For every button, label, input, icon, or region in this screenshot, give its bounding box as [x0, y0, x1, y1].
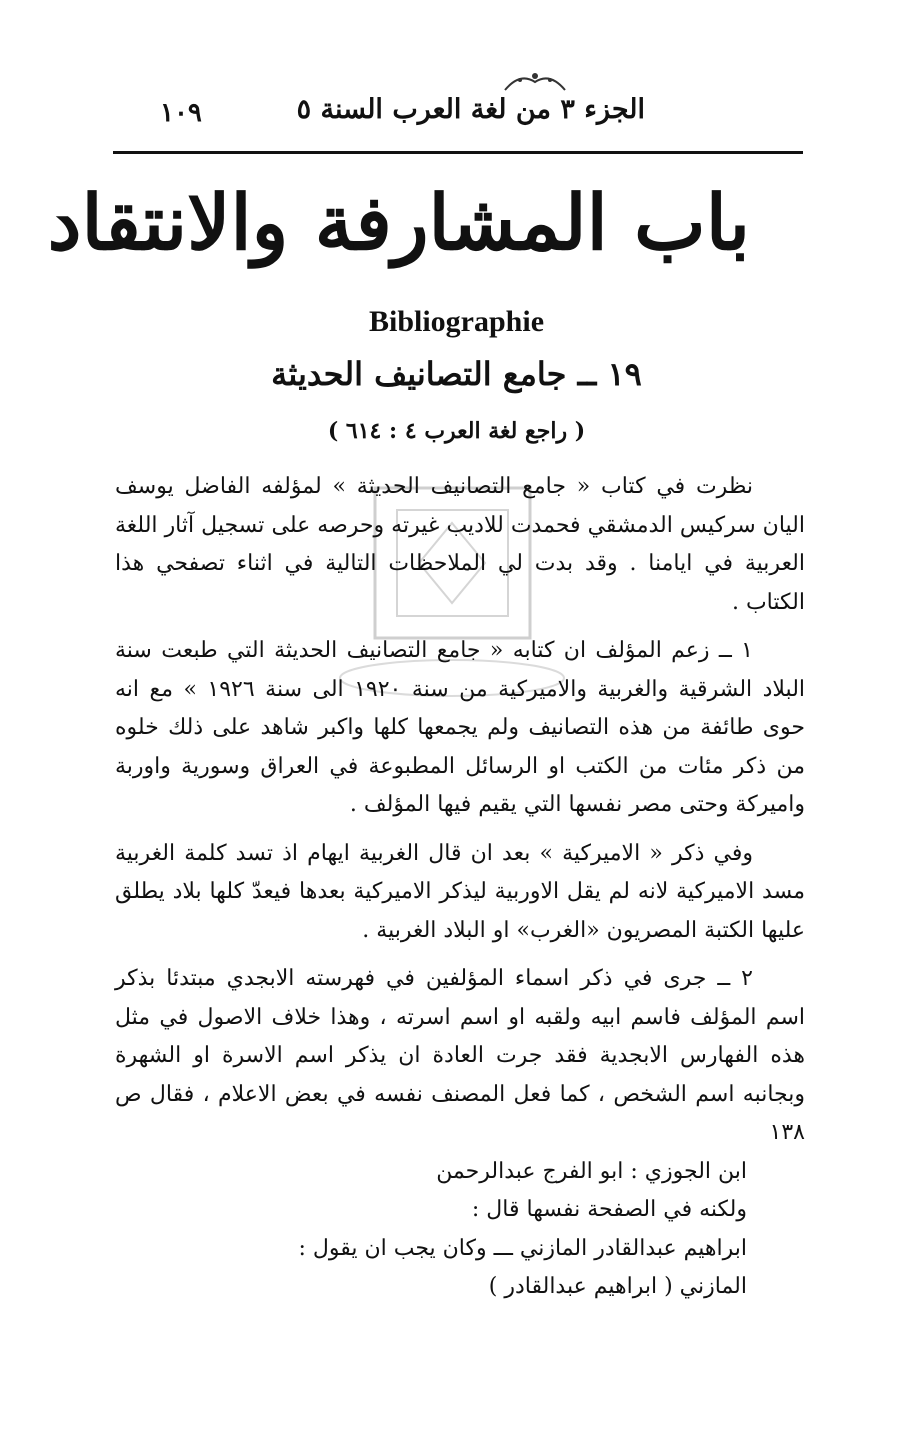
- header-rule: [113, 151, 803, 154]
- example-line: ولكنه في الصفحة نفسها قال :: [471, 1197, 747, 1222]
- paragraph-point-1: ١ ــ زعم المؤلف ان كتابه « جامع التصانيف الحديثة التي طبعت سنة البلاد الشرقية والغربية والاميركية من سنة ١٩٢٠ الى سنة ١٩٢٦ » مع انه حوى طائفة من هذه التصانيف ولم يجمعها كلها واكبر شاهد على ذلك خلوه من ذكر مئات من الكتب او الرسائل المطبوعة في العراق وسورية واوربة واميركة وحتى مصر نفسها التي يقيم فيها المؤلف .: [115, 638, 806, 817]
- article-reference: ( راجع لغة العرب ٤ : ٦١٤ ): [327, 418, 586, 444]
- header-ornament-icon: [500, 68, 570, 96]
- example-line: ابن الجوزي : ابو الفرج عبدالرحمن: [436, 1158, 747, 1184]
- section-title: باب المشارفة والانتقاد: [47, 178, 750, 267]
- examples-list: [115, 1153, 805, 1307]
- example-line: ابراهيم عبدالقادر المازني ـــ وكان يجب ان يقول :: [298, 1235, 747, 1261]
- paragraph-point-2: ٢ ــ جرى في ذكر اسماء المؤلفين في فهرسته الابجدي مبتدئا بذكر اسم المؤلف فاسم ابيه ولقبه او اسم اسرته ، وهذا خلاف الاصول في مثل هذه الفهارس الابجدية فقد جرت العادة ان يذكر اسم الاسرة او الشهرة وبجانبه اسم الشخص ، كما فعل المصنف نفسه في بعض الاعلام ، فقال ص ١٣٨: [115, 966, 805, 1145]
- article-body: [115, 468, 805, 1307]
- running-head: [140, 94, 645, 134]
- page-number: ١٠٩: [160, 98, 202, 128]
- running-title: الجزء ٣ من لغة العرب السنة ٥: [296, 94, 645, 125]
- paragraph-americas: وفي ذكر « الاميركية » بعد ان قال الغربية ايهام اذ تسد كلمة الغربية مسد الاميركية لانه لم يقل الاوربية ليذكر الاميركية بعدها فيعدّ كلها بلاد يطلق عليها الكتبة المصريون «الغرب» او البلاد الغربية .: [115, 840, 805, 943]
- example-line: المازني ( ابراهيم عبدالقادر ): [488, 1274, 747, 1299]
- article-heading: ١٩ ــ جامع التصانيف الحديثة: [271, 355, 642, 393]
- paragraph-intro: نظرت في كتاب « جامع التصانيف الحديثة » لمؤلفه الفاضل يوسف اليان سركيس الدمشقي فحمدت للاديب غيرته وحرصه على تسجيل آثار اللغة العربية في ايامنا . وقد بدت لي الملاحظات التالية في اثناء تصفحي هذا الكتاب .: [115, 474, 805, 615]
- section-subtitle: Bibliographie: [368, 305, 545, 338]
